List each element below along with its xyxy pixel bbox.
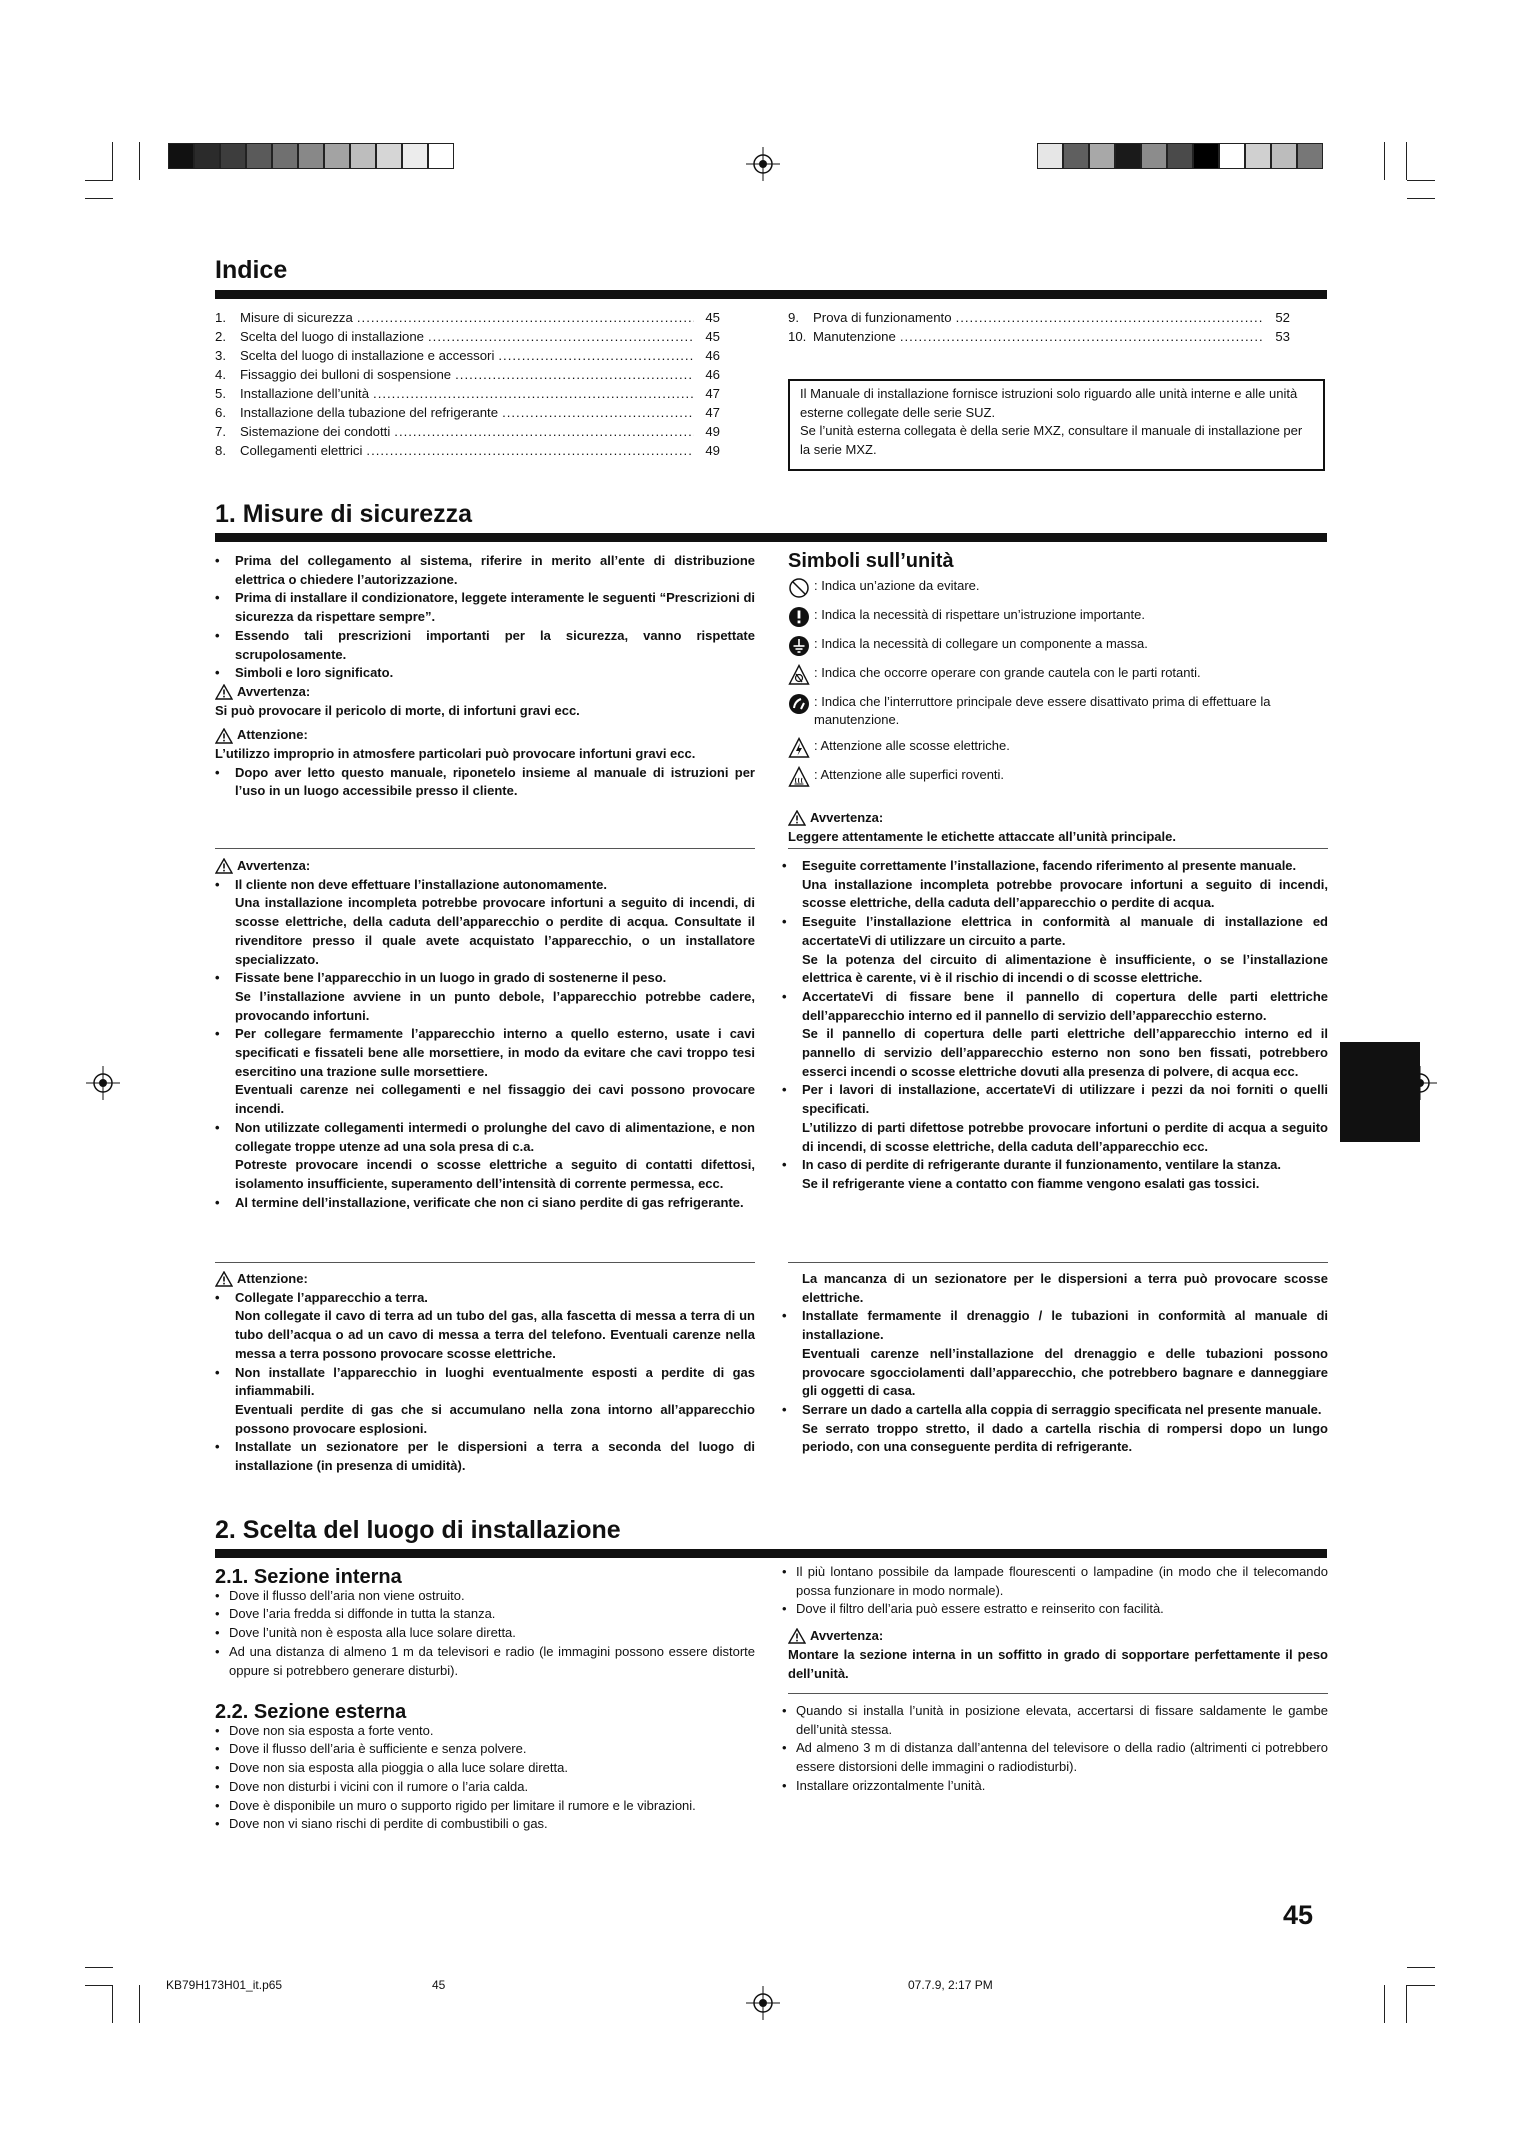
crop-mark [85, 1967, 113, 1968]
toc-label: Sistemazione dei condotti [240, 424, 391, 439]
toc-page: 46 [705, 367, 720, 382]
toc-entry[interactable] [215, 441, 720, 460]
toc-entry[interactable] [788, 308, 1290, 327]
list-item: • Prima di installare il condizionatore, leggete interamente le seguenti “Prescrizioni di sicurezza da rispettare sempre”. [215, 590, 755, 625]
list-item: • Dove il filtro dell’aria può essere estratto e reinserito con facilità. [782, 1601, 1164, 1617]
color-swatch [428, 143, 454, 169]
list-item: • Dove il flusso dell’aria non viene ostruito. [215, 1587, 465, 1603]
footer-page: 45 [432, 1978, 446, 1992]
toc-label: Collegamenti elettrici [240, 443, 363, 458]
toc-leader [502, 403, 694, 422]
list-item-detail: Se la potenza del circuito di alimentazione è insufficiente, o se l’installazione elettrica è carente, vi è il rischio di incendi o di scosse elettriche. [802, 951, 1328, 986]
toc-right [788, 308, 1290, 346]
color-swatch [1037, 143, 1063, 169]
toc-label: Scelta del luogo di installazione e accessori [240, 348, 495, 363]
ground-icon [788, 635, 810, 657]
indoor-section-right [782, 1563, 1328, 1683]
section-rule [215, 1549, 1327, 1558]
list-item-detail: Se serrato troppo stretto, il dado a cartella rischia di rompersi dopo un lungo periodo, con una conseguente perdita di refrigerante. [802, 1420, 1328, 1455]
toc-label: Misure di sicurezza [240, 310, 353, 325]
list-item: • Prima del collegamento al sistema, riferire in merito all’ente di distribuzione elettrica o chiedere l’autorizzazione. [215, 553, 755, 587]
warning-list-left [215, 857, 755, 1212]
safety-intro [215, 552, 755, 801]
toc-leader [455, 365, 694, 384]
list-item: • Non installate l’apparecchio in luoghi eventualmente esposti a perdite di gas infiammabili. [215, 1364, 755, 1399]
list-item: • Dove non disturbi i vicini con il rumore o l’aria calda. [215, 1778, 529, 1794]
toc-label: Installazione dell’unità [240, 386, 370, 401]
list-item: • Dopo aver letto questo manuale, riponetelo insieme al manuale di istruzioni per l’uso in un luogo accessibile presso il cliente. [215, 764, 755, 799]
section-2-title: 2. Scelta del luogo di installazione [215, 1516, 621, 1544]
toc-label: Manutenzione [813, 329, 896, 344]
section-rule [215, 290, 1327, 299]
list-item-detail: Una installazione incompleta potrebbe provocare infortuni a seguito di incendi, di scosse elettriche, della caduta dell’apparecchio o perdite di acqua. Consultate il rivenditore presso il quale avete acquistato l’apparecchio, o un installatore specializzato. [235, 895, 755, 967]
power-off-icon [788, 693, 810, 715]
color-bar-left [168, 143, 454, 169]
toc-leader [357, 308, 694, 327]
toc-leader [394, 422, 694, 441]
note-box [788, 379, 1325, 471]
toc-number: 6. [215, 405, 226, 420]
outdoor-section-right [782, 1702, 1328, 1796]
color-swatch [168, 143, 194, 169]
list-item: • Il cliente non deve effettuare l’installazione autonomamente. [215, 876, 608, 892]
prohibited-icon [788, 577, 810, 599]
crop-mark [1407, 198, 1435, 199]
toc-label: Prova di funzionamento [813, 310, 952, 325]
color-swatch [350, 143, 376, 169]
color-swatch [246, 143, 272, 169]
list-item: • Installate un sezionatore per le dispersioni a terra a seconda del luogo di installazione (in presenza di umidità). [215, 1439, 755, 1474]
list-item: • Dove l’unità non è esposta alla luce solare diretta. [215, 1625, 516, 1641]
divider [215, 1262, 755, 1263]
registration-mark-icon [746, 1986, 780, 2020]
symbol-row: : Indica che occorre operare con grande cautela con le parti rotanti. [788, 664, 1328, 686]
list-item: • Per i lavori di installazione, accertateVi di utilizzare i pezzi da noi forniti o quelli specificati. [782, 1082, 1328, 1117]
toc-leader [373, 384, 694, 403]
list-item: • Dove l’aria fredda si diffonde in tutta la stanza. [215, 1606, 496, 1622]
toc-page: 45 [705, 329, 720, 344]
side-tab [1340, 1042, 1420, 1142]
color-swatch [272, 143, 298, 169]
warning-triangle-icon [788, 1628, 806, 1644]
color-swatch [1193, 143, 1219, 169]
divider [788, 1262, 1328, 1263]
list-item: • Dove è disponibile un muro o supporto rigido per limitare il rumore e le vibrazioni. [215, 1797, 696, 1813]
caution-list-right [782, 1270, 1328, 1457]
symbols-title: Simboli sull’unità [788, 550, 954, 572]
toc-entry[interactable] [215, 422, 720, 441]
indoor-section [215, 1568, 755, 1680]
warning-heading: Avvertenza: [215, 857, 755, 876]
toc-number: 4. [215, 367, 226, 382]
toc-entry[interactable] [215, 308, 720, 327]
symbol-row: : Attenzione alle scosse elettriche. [788, 737, 1328, 759]
color-swatch [324, 143, 350, 169]
list-item-detail: Eventuali perdite di gas che si accumulano nella zona intorno all’apparecchio possono provocare esplosioni. [235, 1401, 755, 1436]
footer-date: 07.7.9, 2:17 PM [908, 1978, 993, 1992]
toc-number: 1. [215, 310, 226, 325]
toc-number: 9. [788, 310, 799, 325]
list-item: • Quando si installa l’unità in posizione elevata, accertarsi di fissare saldamente le gambe dell’unità stessa. [782, 1703, 1328, 1737]
warning-triangle-icon [788, 810, 806, 826]
list-item: • Dove non sia esposta a forte vento. [215, 1722, 434, 1738]
color-swatch [1115, 143, 1141, 169]
crop-mark [1406, 142, 1407, 180]
list-item: • Collegate l’apparecchio a terra. [215, 1289, 428, 1305]
page-number: 45 [1283, 1900, 1314, 1930]
color-swatch [1245, 143, 1271, 169]
note-line-2: Se l’unità esterna collegata è della serie MXZ, consultare il manuale di installazione per la serie MXZ. [800, 423, 1303, 457]
list-item-detail: Eventuali carenze nell’installazione del drenaggio e delle tubazioni possono provocare sgocciolamenti dall’apparecchio, che potrebbero bagnare e danneggiare gli oggetti di casa. [802, 1345, 1328, 1399]
toc-number: 2. [215, 329, 226, 344]
crop-mark [1384, 1985, 1385, 2023]
caution-list-left [215, 1270, 755, 1476]
list-item: • Al termine dell’installazione, verificate che non ci siano perdite di gas refrigerante. [215, 1194, 744, 1210]
toc-page: 52 [1275, 310, 1290, 325]
toc-number: 10. [788, 329, 807, 344]
outdoor-section [215, 1703, 755, 1834]
footer-filename: KB79H173H01_it.p65 [166, 1978, 283, 1992]
symbol-row: : Indica la necessità di rispettare un’istruzione importante. [788, 606, 1328, 628]
toc-entry[interactable] [788, 327, 1290, 346]
toc-entry[interactable] [215, 365, 720, 384]
list-item: • Fissate bene l’apparecchio in un luogo in grado di sostenerne il peso. [215, 970, 667, 986]
list-item-detail: Eventuali carenze nei collegamenti e nel fissaggio dei cavi possono provocare incendi. [235, 1082, 755, 1117]
divider [215, 848, 755, 849]
list-item-detail: Non collegate il cavo di terra ad un tubo del gas, alla fascetta di messa a terra di un tubo dell’acqua o ad un cavo di messa a terra del telefono. Eventuali carenze nella messa a terra possono provocare scosse elettriche. [235, 1308, 755, 1361]
crop-mark [85, 1985, 113, 1986]
toc-leader [428, 327, 694, 346]
color-swatch [376, 143, 402, 169]
toc-entry[interactable] [215, 346, 720, 365]
crop-mark [1407, 1985, 1435, 1986]
list-item: • Dove il flusso dell’aria è sufficiente e senza polvere. [215, 1741, 527, 1757]
list-item: • Per collegare fermamente l’apparecchio interno a quello esterno, usate i cavi specificati e fissateli bene alle morsettiere, in modo da evitare che cavi troppo tesi esercitino una trazione sulle morsettiere. [215, 1026, 755, 1079]
crop-mark [139, 1985, 140, 2023]
divider [788, 1693, 1328, 1694]
registration-mark-icon [86, 1066, 120, 1100]
toc-leader [498, 346, 694, 365]
color-swatch [1141, 143, 1167, 169]
crop-mark [112, 1985, 113, 2023]
warning-triangle-icon [215, 858, 233, 874]
crop-mark [139, 142, 140, 180]
toc-page: 49 [705, 424, 720, 439]
warning-text: Si può provocare il pericolo di morte, di infortuni gravi ecc. [215, 702, 580, 718]
unit-symbols [788, 552, 1328, 847]
warning-triangle-icon [215, 684, 233, 700]
color-swatch [1063, 143, 1089, 169]
list-item: • Essendo tali prescrizioni importanti per la sicurezza, vanno rispettate scrupolosamente. [215, 627, 755, 662]
list-item: • AccertateVi di fissare bene il pannello di copertura delle parti elettriche dell’apparecchio interno ed il pannello di servizio dell’apparecchio esterno. [782, 988, 1328, 1023]
list-item: • Dove non vi siano rischi di perdite di combustibili o gas. [215, 1816, 548, 1832]
toc-number: 3. [215, 348, 226, 363]
list-item: • In caso di perdite di refrigerante durante il funzionamento, ventilare la stanza. [782, 1157, 1281, 1173]
list-item-detail: Se il pannello di copertura delle parti elettriche dell’apparecchio interno ed il pannello di servizio dell’apparecchio esterno non sono ben fissati, potrebbero esserci incendi o scosse elettriche dovuti alla presenza di polvere, di acqua ecc. [802, 1026, 1328, 1079]
color-swatch [402, 143, 428, 169]
warning-triangle-icon [215, 728, 233, 744]
section-rule [215, 533, 1327, 542]
toc-number: 8. [215, 443, 226, 458]
color-swatch [220, 143, 246, 169]
toc-entry[interactable] [215, 403, 720, 422]
toc-page: 46 [705, 348, 720, 363]
toc-label: Fissaggio dei bulloni di sospensione [240, 367, 452, 382]
toc-page: 49 [705, 443, 720, 458]
list-item-detail: Se l’installazione avviene in un punto debole, l’apparecchio potrebbe cadere, provocando infortuni. [235, 988, 755, 1023]
caution-continued: La mancanza di un sezionatore per le dispersioni a terra può provocare scosse elettriche. [802, 1271, 1328, 1305]
symbol-row: : Attenzione alle superfici roventi. [788, 766, 1328, 788]
list-item: • Non utilizzate collegamenti intermedi o prolunghe del cavo di alimentazione, e non collegate troppe utenze ad una sola presa di c.a. [215, 1119, 755, 1154]
toc-entry[interactable] [215, 384, 720, 403]
list-item: • Ad una distanza di almeno 1 m da televisori e radio (le immagini possono essere distorte oppure si potrebbero generare disturbi). [215, 1643, 755, 1678]
list-item-detail: Una installazione incompleta potrebbe provocare infortuni a seguito di incendi, scosse elettriche, della caduta dell’apparecchio o perdite di acqua. [802, 876, 1328, 911]
list-item-detail: Potreste provocare incendi o scosse elettriche a seguito di contatti difettosi, isolamento insufficiente, superamento dell’intensità di corrente permessa, ecc. [235, 1157, 755, 1191]
color-swatch [1271, 143, 1297, 169]
caution-text: L’utilizzo improprio in atmosfere particolari può provocare infortuni gravi ecc. [215, 746, 696, 762]
symbol-row: : Indica un’azione da evitare. [788, 577, 1328, 599]
color-swatch [1297, 143, 1323, 169]
color-swatch [1167, 143, 1193, 169]
warning-heading: Avvertenza: [215, 683, 755, 702]
note-line-1: Il Manuale di installazione fornisce istruzioni solo riguardo alle unità interne e alle unità esterne collegate delle serie SUZ. [800, 386, 1298, 420]
warning-heading: Avvertenza: [782, 1627, 1328, 1646]
toc-left [215, 308, 720, 460]
toc-label: Installazione della tubazione del refrigerante [240, 405, 499, 420]
crop-mark [1407, 180, 1435, 181]
mandatory-icon [788, 606, 810, 628]
list-item: • Ad almeno 3 m di distanza dall’antenna del televisore o della radio (altrimenti ci potrebbero essere distorsioni delle immagini o radiodisturbi). [782, 1740, 1328, 1775]
section-1-title: 1. Misure di sicurezza [215, 500, 473, 528]
list-item: • Installare orizzontalmente l’unità. [782, 1777, 986, 1793]
list-item: • Serrare un dado a cartella alla coppia di serraggio specificata nel presente manuale. [782, 1401, 1322, 1417]
toc-page: 45 [705, 310, 720, 325]
list-item: • Il più lontano possibile da lampade flourescenti o lampadine (in modo che il telecomando possa funzionare in modo normale). [782, 1564, 1328, 1598]
rotating-parts-icon [788, 664, 810, 686]
crop-mark [1384, 142, 1385, 180]
list-item: • Eseguite correttamente l’installazione, facendo riferimento al presente manuale. [782, 858, 1297, 873]
list-item-detail: L’utilizzo di parti difettose potrebbe provocare infortuni o perdite di acqua a seguito di incendi, di scosse elettriche, della caduta dell’apparecchio ecc. [802, 1119, 1328, 1154]
crop-mark [112, 142, 113, 180]
color-swatch [1219, 143, 1245, 169]
crop-mark [85, 198, 113, 199]
warning-triangle-icon [215, 1271, 233, 1287]
caution-heading: Attenzione: [215, 1270, 755, 1289]
toc-number: 7. [215, 424, 226, 439]
subsection-title: 2.1. Sezione interna [215, 1566, 402, 1588]
symbol-row: : Indica che l’interruttore principale deve essere disattivato prima di effettuare la manutenzione. [788, 693, 1328, 730]
registration-mark-icon [746, 147, 780, 181]
warning-list-right [782, 857, 1328, 1194]
color-swatch [298, 143, 324, 169]
toc-page: 53 [1275, 329, 1290, 344]
crop-mark [85, 180, 113, 181]
list-item: • Eseguite l’installazione elettrica in conformità al manuale di installazione ed accertateVi di utilizzare un circuito a parte. [782, 914, 1328, 948]
toc-leader [366, 441, 694, 460]
list-item: • Installate fermamente il drenaggio / le tubazioni in conformità al manuale di installazione. [782, 1308, 1328, 1343]
crop-mark [1407, 1967, 1435, 1968]
caution-heading: Attenzione: [215, 726, 755, 745]
indice-title: Indice [215, 256, 288, 284]
toc-page: 47 [705, 405, 720, 420]
toc-leader [900, 327, 1264, 346]
warning-heading: Avvertenza: [788, 809, 1328, 828]
color-swatch [194, 143, 220, 169]
crop-mark [1406, 1985, 1407, 2023]
list-item-detail: Se il refrigerante viene a contatto con fiamme vengono esalati gas tossici. [802, 1175, 1260, 1191]
color-bar-right [1037, 143, 1323, 169]
toc-label: Scelta del luogo di installazione [240, 329, 425, 344]
list-item: • Dove non sia esposta alla pioggia o alla luce solare diretta. [215, 1760, 568, 1776]
subsection-title: 2.2. Sezione esterna [215, 1701, 407, 1723]
toc-leader [956, 308, 1264, 327]
toc-page: 47 [705, 386, 720, 401]
color-swatch [1089, 143, 1115, 169]
divider [788, 848, 1328, 849]
list-item: • Simboli e loro significato. [215, 665, 394, 681]
warning-text: Leggere attentamente le etichette attaccate all’unità principale. [788, 828, 1176, 844]
symbol-row: : Indica la necessità di collegare un componente a massa. [788, 635, 1328, 657]
hot-surface-icon [788, 766, 810, 788]
toc-entry[interactable] [215, 327, 720, 346]
warning-text: Montare la sezione interna in un soffitto in grado di sopportare perfettamente il peso dell’unità. [788, 1646, 1328, 1681]
electric-shock-icon [788, 737, 810, 759]
toc-number: 5. [215, 386, 226, 401]
